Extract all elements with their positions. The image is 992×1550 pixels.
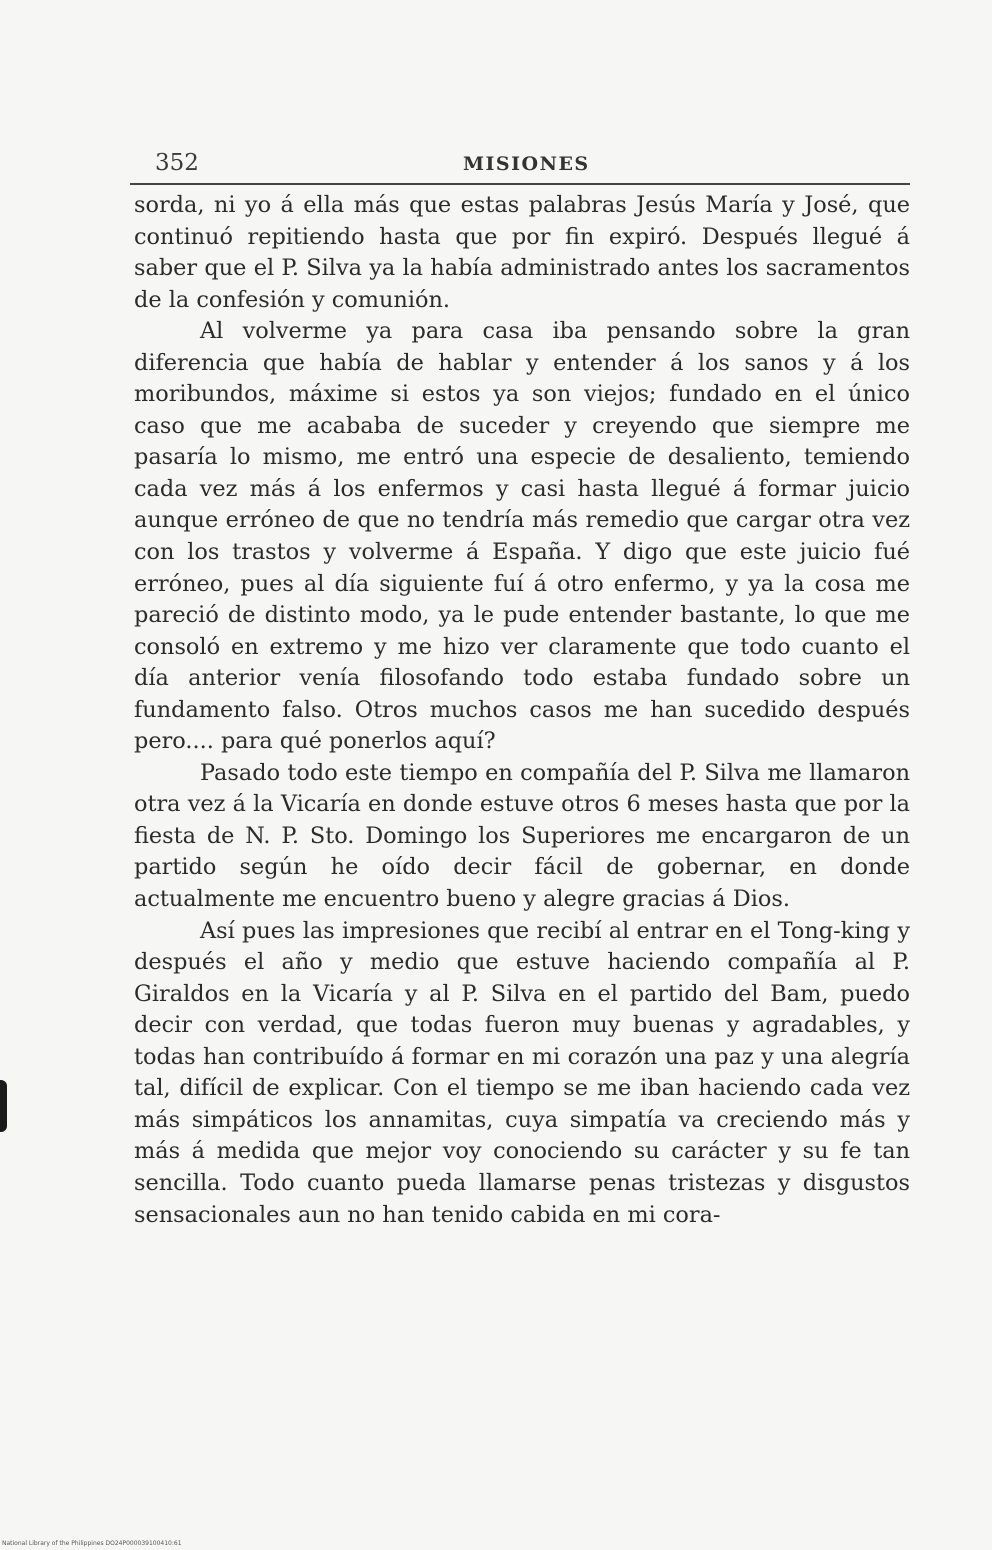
running-title: MISIONES (463, 153, 590, 175)
footer-credit: National Library of the Philippines DO24P000039100410:61 (2, 1540, 182, 1547)
page-header (133, 150, 909, 180)
binding-shadow (0, 1080, 7, 1132)
page-number: 352 (155, 150, 199, 176)
paragraph: sorda, ni yo á ella más que estas palabras Jesús María y José, que continuó repitiendo hasta que por fin expiró. Después llegué á saber que el P. Silva ya la había administrado antes los sacramentos de la confesión y comunión. (134, 192, 910, 313)
paragraph: Al volverme ya para casa iba pensando sobre la gran diferencia que había de hablar y entender á los sanos y á los moribundos, máxime si estos ya son viejos; fundado en el único caso que me acababa de suceder y creyendo que siempre me pasaría lo mismo, me entró una especie de desaliento, temiendo cada vez más á los enfermos y casi hasta llegué á formar juicio aunque erróneo de que no tendría más remedio que cargar otra vez con los trastos y volverme á España. Y digo que este juicio fué erróneo, pues al día siguiente fuí á otro enfermo, y ya la cosa me pareció de distinto modo, ya le pude entender bastante, lo que me consoló en extremo y me hizo ver claramente que todo cuanto el día anterior venía filosofando todo estaba fundado sobre un fundamento falso. Otros muchos casos me han sucedido después pero.... para qué ponerlos aquí? (134, 318, 910, 755)
paragraph: Pasado todo este tiempo en compañía del P. Silva me llamaron otra vez á la Vicaría en donde estuve otros 6 meses hasta que por la fiesta de N. P. Sto. Domingo los Superiores me encargaron de un partido según he oído decir fácil de gobernar, en donde actualmente me encuentro bueno y alegre gracias á Dios. (134, 759, 910, 913)
paragraph: Así pues las impresiones que recibí al entrar en el Tong-king y después el año y medio que estuve haciendo compañía al P. Giraldos en la Vicaría y al P. Silva en el partido del Bam, puedo decir con verdad, que todas fueron muy buenas y agradables, y todas han contribuído á formar en mi corazón una paz y una alegría tal, difícil de explicar. Con el tiempo se me iban haciendo cada vez más simpáticos los annamitas, cuya simpatía va creciendo más y más á medida que mejor voy conociendo su carácter y su fe tan sencilla. Todo cuanto pueda llamarse penas tristezas y disgustos sensacionales aun no han tenido cabida en mi cora- (134, 917, 910, 1228)
header-rule (130, 183, 910, 185)
body-text (134, 190, 910, 1231)
